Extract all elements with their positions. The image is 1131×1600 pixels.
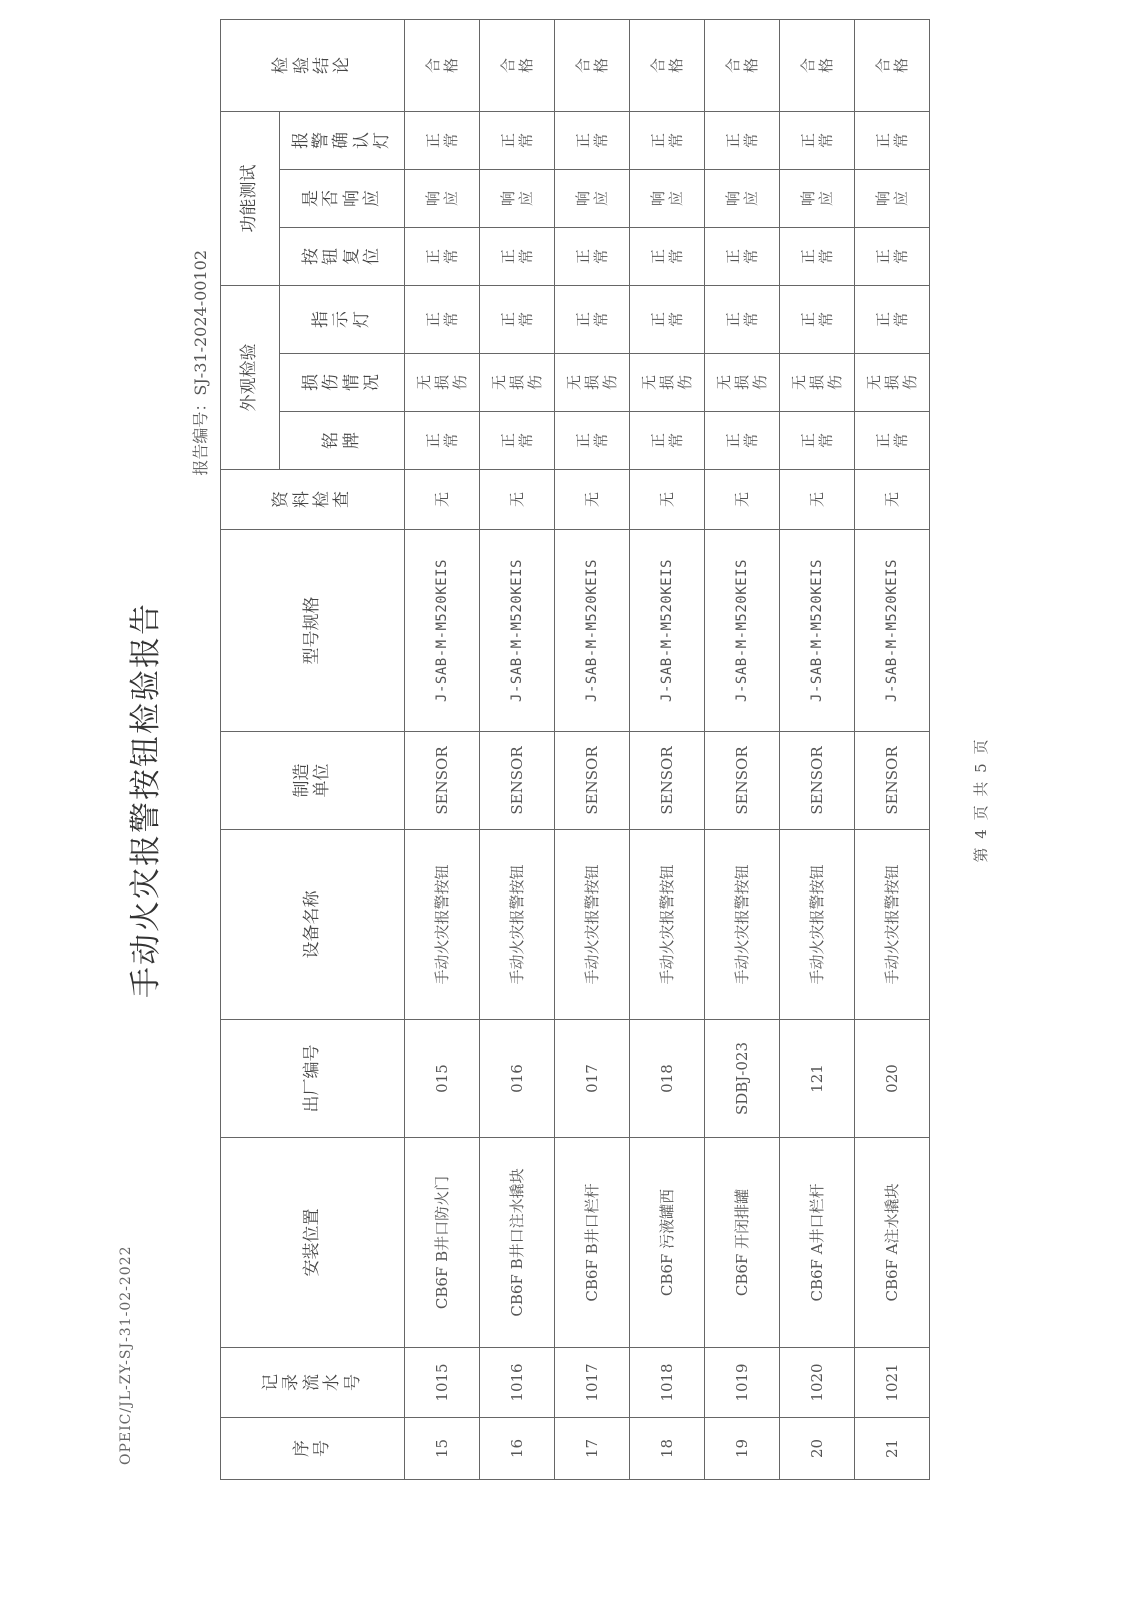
conclusion-text: 合格	[573, 57, 610, 73]
cell-damage	[480, 354, 555, 412]
cell-location	[855, 1138, 930, 1348]
cell-manufacturer	[480, 732, 555, 830]
alarm-light-text: 正常	[648, 132, 685, 148]
cell-response	[555, 169, 630, 227]
header-doc-check: 资料检查	[221, 470, 405, 530]
doc-check-text: 无	[507, 492, 526, 508]
cell-indicator	[705, 285, 780, 353]
manufacturer-text: SENSOR	[582, 746, 601, 815]
indicator-text: 正常	[723, 312, 760, 328]
cell-indicator	[405, 285, 480, 353]
manufacturer-text: SENSOR	[657, 746, 676, 815]
model-text: J-SAB-M-M520KEIS	[659, 559, 676, 702]
cell-doc-check	[405, 470, 480, 530]
nameplate-text: 正常	[498, 433, 535, 449]
conclusion-text: 合格	[798, 57, 835, 73]
cell-response	[630, 169, 705, 227]
cell-nameplate	[705, 412, 780, 470]
location-text: CB6F 污液罐西	[657, 1188, 676, 1297]
damage-text: 无损伤	[864, 375, 919, 391]
location-text: CB6F A注水撬块	[882, 1183, 901, 1302]
cell-nameplate	[480, 412, 555, 470]
header-manufacturer: 制造单位	[221, 732, 405, 830]
button-reset-text: 正常	[798, 248, 835, 264]
table-row	[480, 19, 555, 1479]
seq-text: 21	[882, 1438, 901, 1459]
damage-text: 无损伤	[789, 375, 844, 391]
model-text: J-SAB-M-M520KEIS	[884, 559, 901, 702]
cell-location	[405, 1138, 480, 1348]
response-text: 响应	[573, 190, 610, 206]
cell-nameplate	[405, 412, 480, 470]
header-model: 型号规格	[221, 530, 405, 732]
damage-text: 无损伤	[564, 375, 619, 391]
location-text: CB6F B井口防火门	[432, 1175, 451, 1310]
cell-doc-check	[630, 470, 705, 530]
cell-nameplate	[855, 412, 930, 470]
factory-no-text: 016	[507, 1064, 526, 1093]
cell-conclusion	[705, 19, 780, 111]
cell-factory-no	[405, 1020, 480, 1138]
record-no-text: 1016	[507, 1363, 526, 1402]
cell-button-reset	[555, 227, 630, 285]
cell-device-name	[555, 830, 630, 1020]
indicator-text: 正常	[423, 312, 460, 328]
cell-seq	[480, 1418, 555, 1480]
button-reset-text: 正常	[498, 248, 535, 264]
cell-conclusion	[855, 19, 930, 111]
cell-response	[405, 169, 480, 227]
header-conclusion: 检验结论	[221, 19, 405, 111]
button-reset-text: 正常	[423, 248, 460, 264]
button-reset-text: 正常	[573, 248, 610, 264]
nameplate-text: 正常	[648, 433, 685, 449]
record-no-text: 1018	[657, 1363, 676, 1402]
cell-response	[855, 169, 930, 227]
cell-location	[705, 1138, 780, 1348]
cell-nameplate	[555, 412, 630, 470]
indicator-text: 正常	[648, 312, 685, 328]
cell-response	[705, 169, 780, 227]
cell-doc-check	[855, 470, 930, 530]
button-reset-text: 正常	[873, 248, 910, 264]
model-text: J-SAB-M-M520KEIS	[809, 559, 826, 702]
damage-text: 无损伤	[414, 375, 469, 391]
indicator-text: 正常	[873, 312, 910, 328]
table-row	[855, 19, 930, 1479]
location-text: CB6F A井口栏杆	[807, 1183, 826, 1302]
cell-manufacturer	[630, 732, 705, 830]
cell-factory-no	[705, 1020, 780, 1138]
factory-no-text: 121	[807, 1064, 826, 1093]
cell-seq	[405, 1418, 480, 1480]
cell-damage	[705, 354, 780, 412]
seq-text: 17	[582, 1438, 601, 1459]
header-damage: 损伤情况	[280, 354, 405, 412]
header-record-no: 记录流水号	[221, 1348, 405, 1418]
header-device-name: 设备名称	[221, 830, 405, 1020]
cell-conclusion	[405, 19, 480, 111]
cell-button-reset	[405, 227, 480, 285]
device-name-text: 手动火灾报警按钮	[657, 864, 676, 985]
seq-text: 16	[507, 1438, 526, 1459]
table-body	[405, 19, 930, 1479]
cell-record-no	[555, 1348, 630, 1418]
cell-damage	[630, 354, 705, 412]
cell-model	[630, 530, 705, 732]
manufacturer-text: SENSOR	[732, 746, 751, 815]
conclusion-text: 合格	[873, 57, 910, 73]
cell-button-reset	[780, 227, 855, 285]
cell-alarm-light	[480, 111, 555, 169]
indicator-text: 正常	[573, 312, 610, 328]
seq-text: 15	[432, 1438, 451, 1459]
cell-record-no	[480, 1348, 555, 1418]
header-alarm-light: 报警确认灯	[280, 111, 405, 169]
header-seq: 序号	[221, 1418, 405, 1480]
response-text: 响应	[798, 190, 835, 206]
cell-alarm-light	[405, 111, 480, 169]
cell-device-name	[855, 830, 930, 1020]
damage-text: 无损伤	[489, 375, 544, 391]
table-row	[405, 19, 480, 1479]
nameplate-text: 正常	[423, 433, 460, 449]
cell-record-no	[405, 1348, 480, 1418]
seq-text: 18	[657, 1438, 676, 1459]
document-code: OPEIC/JL-ZY-SJ-31-02-2022	[118, 1245, 134, 1465]
cell-manufacturer	[855, 732, 930, 830]
conclusion-text: 合格	[498, 57, 535, 73]
nameplate-text: 正常	[873, 433, 910, 449]
factory-no-text: 020	[882, 1064, 901, 1093]
cell-model	[480, 530, 555, 732]
page-title: 手动火灾报警按钮检验报告	[128, 602, 164, 998]
manufacturer-text: SENSOR	[507, 746, 526, 815]
cell-damage	[855, 354, 930, 412]
indicator-text: 正常	[498, 312, 535, 328]
doc-check-text: 无	[807, 492, 826, 508]
cell-device-name	[780, 830, 855, 1020]
cell-doc-check	[780, 470, 855, 530]
device-name-text: 手动火灾报警按钮	[582, 864, 601, 985]
button-reset-text: 正常	[723, 248, 760, 264]
manufacturer-text: SENSOR	[882, 746, 901, 815]
doc-check-text: 无	[432, 492, 451, 508]
cell-damage	[780, 354, 855, 412]
cell-record-no	[780, 1348, 855, 1418]
header-factory-no: 出厂编号	[221, 1020, 405, 1138]
header-location: 安装位置	[221, 1138, 405, 1348]
device-name-text: 手动火灾报警按钮	[432, 864, 451, 985]
cell-record-no	[705, 1348, 780, 1418]
header-response: 是否响应	[280, 169, 405, 227]
cell-seq	[555, 1418, 630, 1480]
cell-response	[480, 169, 555, 227]
location-text: CB6F B井口栏杆	[582, 1183, 601, 1302]
factory-no-text: 017	[582, 1064, 601, 1093]
table-row	[555, 19, 630, 1479]
cell-seq	[855, 1418, 930, 1480]
cell-alarm-light	[780, 111, 855, 169]
cell-indicator	[855, 285, 930, 353]
cell-doc-check	[705, 470, 780, 530]
cell-location	[780, 1138, 855, 1348]
header-appearance: 外观检验	[221, 285, 280, 469]
cell-conclusion	[780, 19, 855, 111]
nameplate-text: 正常	[798, 433, 835, 449]
report-number: 报告编号：SJ-31-2024-00102	[191, 250, 210, 476]
model-text: J-SAB-M-M520KEIS	[584, 559, 601, 702]
conclusion-text: 合格	[423, 57, 460, 73]
cell-seq	[705, 1418, 780, 1480]
cell-device-name	[630, 830, 705, 1020]
cell-factory-no	[630, 1020, 705, 1138]
alarm-light-text: 正常	[423, 132, 460, 148]
model-text: J-SAB-M-M520KEIS	[734, 559, 751, 702]
record-no-text: 1019	[732, 1363, 751, 1402]
doc-check-text: 无	[582, 492, 601, 508]
cell-conclusion	[555, 19, 630, 111]
cell-factory-no	[855, 1020, 930, 1138]
cell-model	[780, 530, 855, 732]
cell-manufacturer	[405, 732, 480, 830]
alarm-light-text: 正常	[873, 132, 910, 148]
cell-button-reset	[705, 227, 780, 285]
header-button-reset: 按钮复位	[280, 227, 405, 285]
header-indicator: 指示灯	[280, 285, 405, 353]
cell-manufacturer	[780, 732, 855, 830]
page-footer: 第 4 页 共 5 页	[972, 737, 990, 863]
model-text: J-SAB-M-M520KEIS	[434, 559, 451, 702]
cell-conclusion	[480, 19, 555, 111]
cell-factory-no	[555, 1020, 630, 1138]
indicator-text: 正常	[798, 312, 835, 328]
cell-doc-check	[480, 470, 555, 530]
record-no-text: 1015	[432, 1363, 451, 1402]
cell-manufacturer	[705, 732, 780, 830]
alarm-light-text: 正常	[798, 132, 835, 148]
inspection-table-wrap	[220, 56, 930, 1480]
cell-device-name	[480, 830, 555, 1020]
damage-text: 无损伤	[714, 375, 769, 391]
record-no-text: 1020	[807, 1363, 826, 1402]
cell-conclusion	[630, 19, 705, 111]
cell-indicator	[780, 285, 855, 353]
nameplate-text: 正常	[573, 433, 610, 449]
seq-text: 19	[732, 1438, 751, 1459]
response-text: 响应	[498, 190, 535, 206]
cell-button-reset	[855, 227, 930, 285]
device-name-text: 手动火灾报警按钮	[507, 864, 526, 985]
cell-model	[705, 530, 780, 732]
location-text: CB6F 开闭排罐	[732, 1188, 751, 1297]
cell-button-reset	[480, 227, 555, 285]
response-text: 响应	[723, 190, 760, 206]
record-no-text: 1017	[582, 1363, 601, 1402]
cell-button-reset	[630, 227, 705, 285]
cell-device-name	[405, 830, 480, 1020]
cell-alarm-light	[705, 111, 780, 169]
response-text: 响应	[873, 190, 910, 206]
doc-check-text: 无	[657, 492, 676, 508]
device-name-text: 手动火灾报警按钮	[882, 864, 901, 985]
alarm-light-text: 正常	[573, 132, 610, 148]
cell-factory-no	[480, 1020, 555, 1138]
response-text: 响应	[648, 190, 685, 206]
cell-indicator	[555, 285, 630, 353]
doc-check-text: 无	[882, 492, 901, 508]
conclusion-text: 合格	[723, 57, 760, 73]
manufacturer-text: SENSOR	[432, 746, 451, 815]
alarm-light-text: 正常	[723, 132, 760, 148]
device-name-text: 手动火灾报警按钮	[807, 864, 826, 985]
cell-damage	[555, 354, 630, 412]
cell-alarm-light	[555, 111, 630, 169]
cell-location	[480, 1138, 555, 1348]
cell-seq	[630, 1418, 705, 1480]
cell-seq	[780, 1418, 855, 1480]
cell-location	[630, 1138, 705, 1348]
manufacturer-text: SENSOR	[807, 746, 826, 815]
model-text: J-SAB-M-M520KEIS	[509, 559, 526, 702]
cell-alarm-light	[855, 111, 930, 169]
cell-model	[555, 530, 630, 732]
inspection-table	[220, 19, 930, 1480]
button-reset-text: 正常	[648, 248, 685, 264]
cell-record-no	[630, 1348, 705, 1418]
cell-factory-no	[780, 1020, 855, 1138]
location-text: CB6F B井口注水撬块	[507, 1168, 526, 1317]
cell-doc-check	[555, 470, 630, 530]
damage-text: 无损伤	[639, 375, 694, 391]
alarm-light-text: 正常	[498, 132, 535, 148]
cell-record-no	[855, 1348, 930, 1418]
device-name-text: 手动火灾报警按钮	[732, 864, 751, 985]
cell-alarm-light	[630, 111, 705, 169]
cell-manufacturer	[555, 732, 630, 830]
cell-indicator	[480, 285, 555, 353]
cell-location	[555, 1138, 630, 1348]
conclusion-text: 合格	[648, 57, 685, 73]
cell-nameplate	[780, 412, 855, 470]
table-row	[630, 19, 705, 1479]
nameplate-text: 正常	[723, 433, 760, 449]
factory-no-text: SDBJ-023	[732, 1041, 751, 1116]
header-function: 功能测试	[221, 111, 280, 285]
table-row	[780, 19, 855, 1479]
cell-device-name	[705, 830, 780, 1020]
header-nameplate: 铭牌	[280, 412, 405, 470]
cell-model	[405, 530, 480, 732]
table-row	[705, 19, 780, 1479]
cell-damage	[405, 354, 480, 412]
cell-response	[780, 169, 855, 227]
record-no-text: 1021	[882, 1363, 901, 1402]
response-text: 响应	[423, 190, 460, 206]
doc-check-text: 无	[732, 492, 751, 508]
factory-no-text: 018	[657, 1064, 676, 1093]
cell-model	[855, 530, 930, 732]
factory-no-text: 015	[432, 1064, 451, 1093]
cell-indicator	[630, 285, 705, 353]
seq-text: 20	[807, 1438, 826, 1459]
cell-nameplate	[630, 412, 705, 470]
